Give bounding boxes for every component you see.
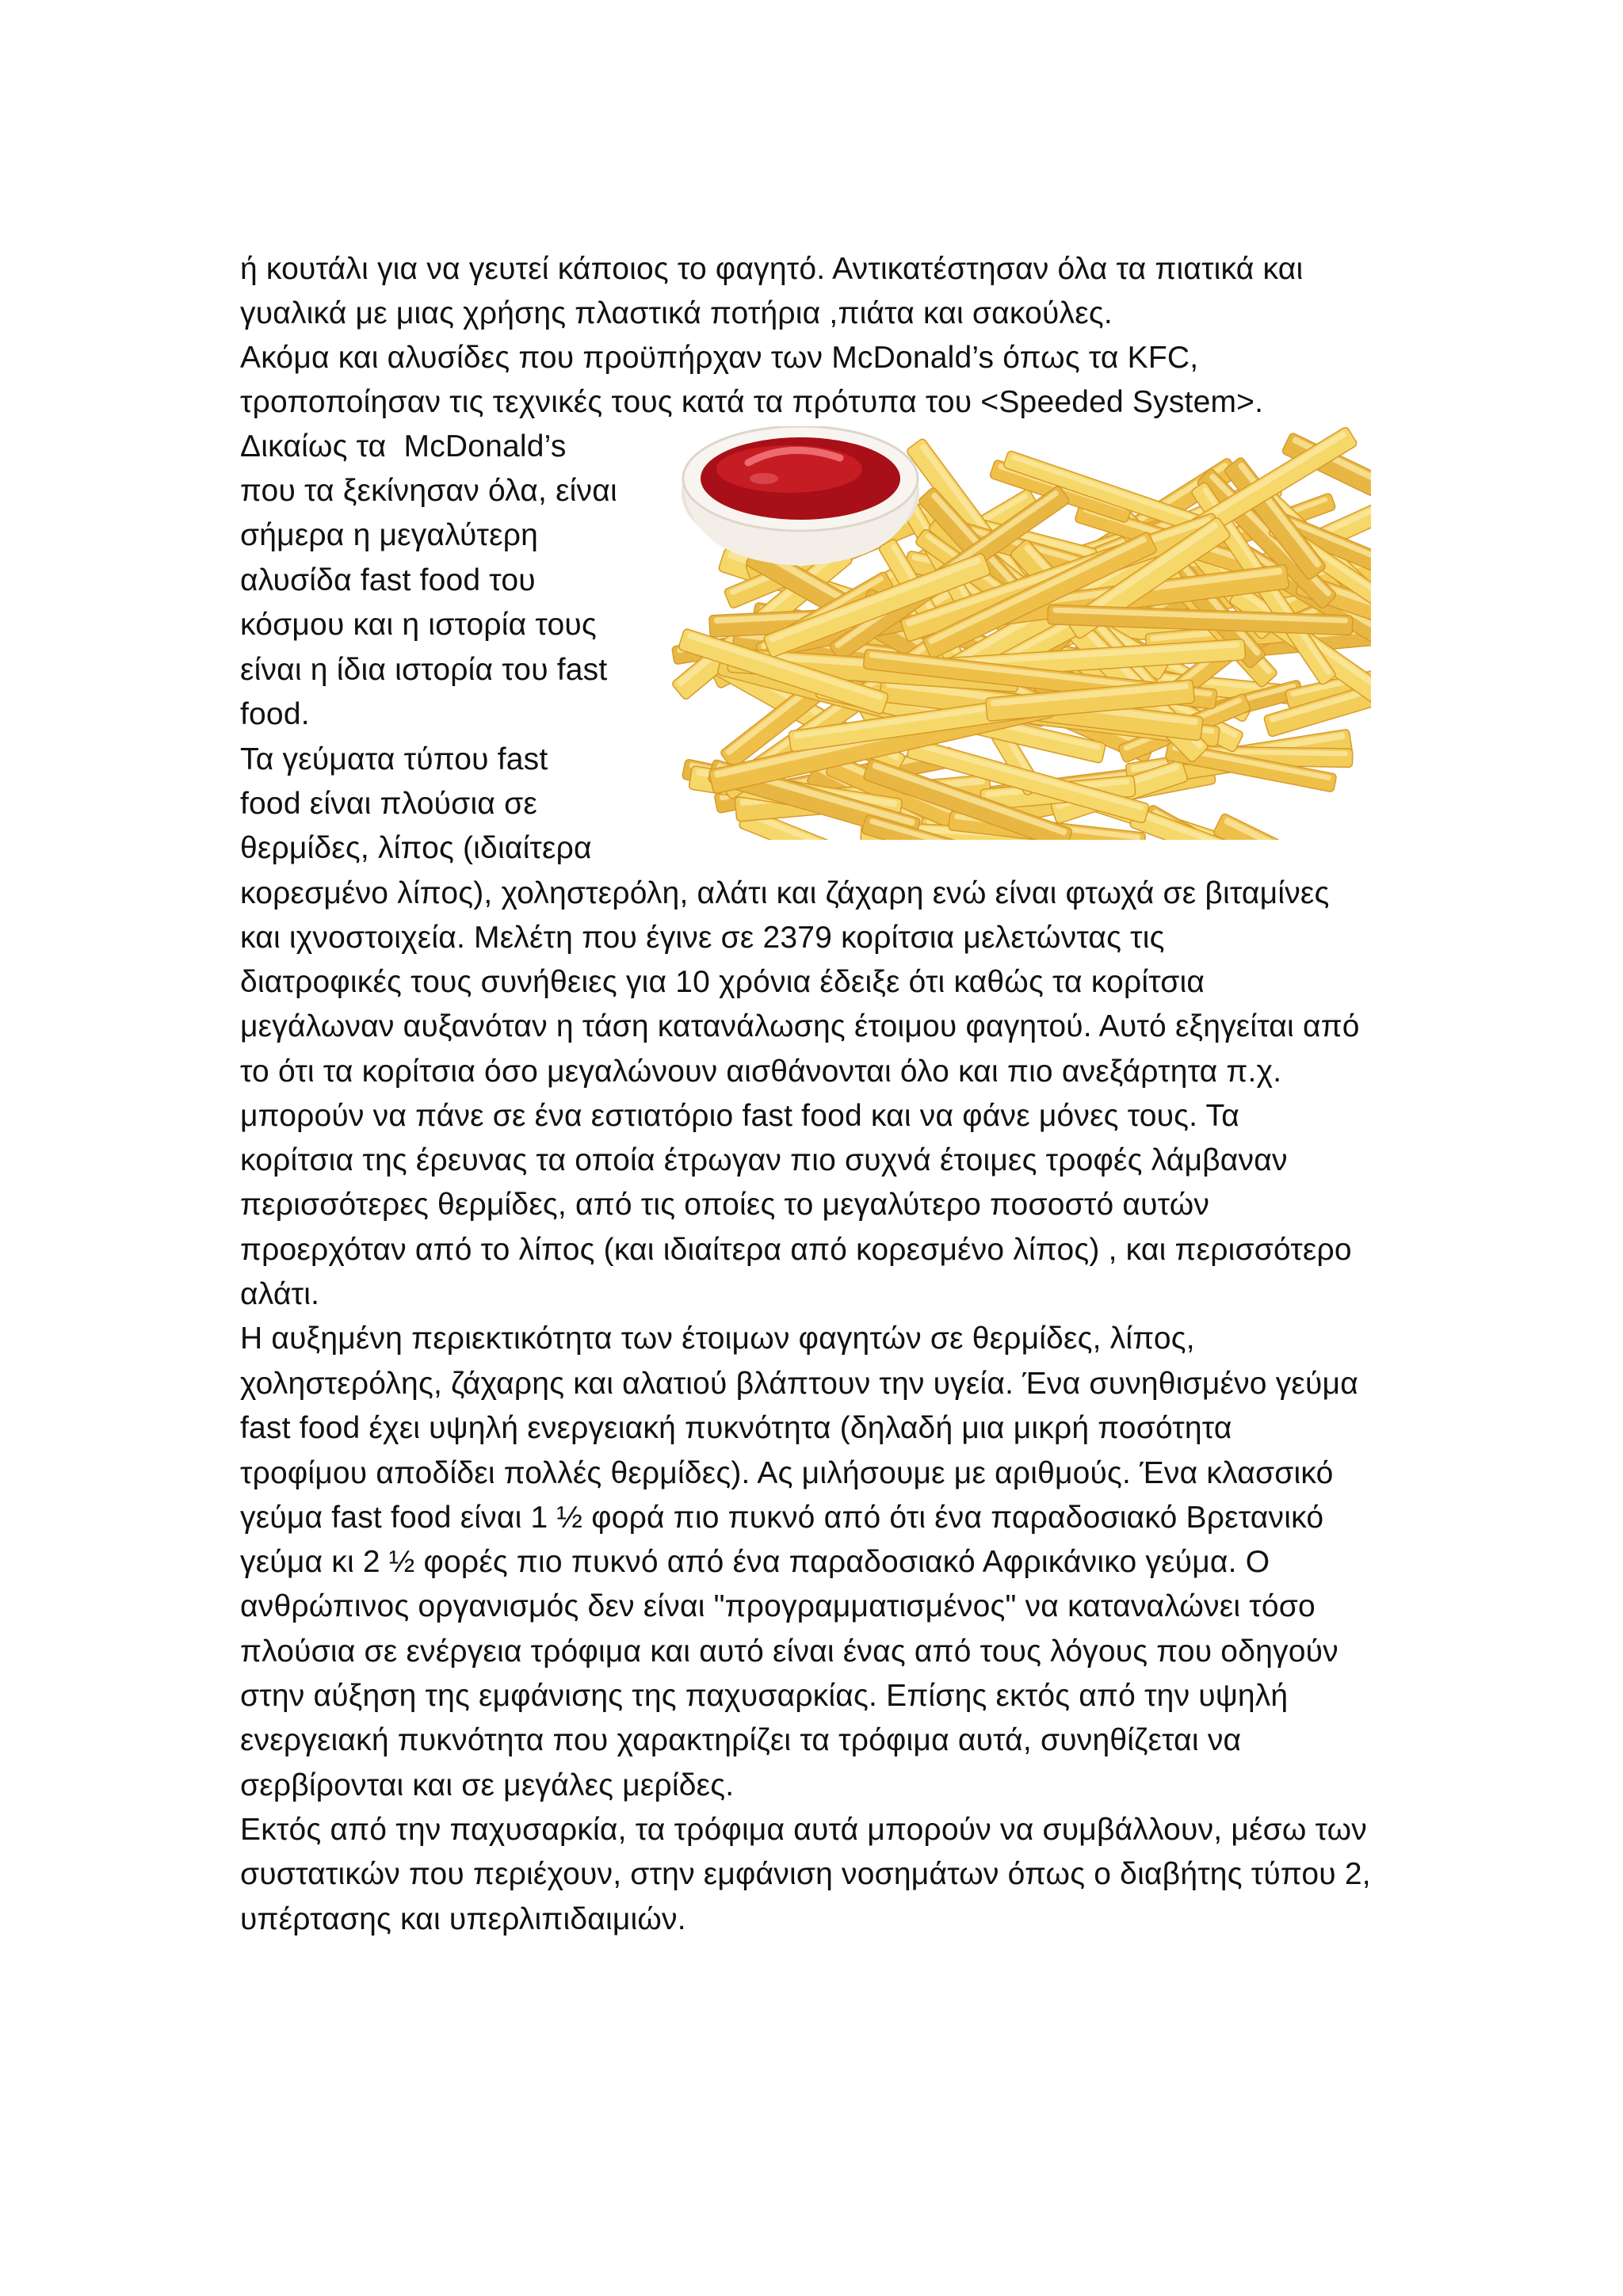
text-line: Εκτός από την παχυσαρκία, τα τρόφιμα αυτά μπορούν να συμβάλλουν, μέσω των bbox=[240, 1813, 1367, 1847]
text-line: ανθρώπινος οργανισμός δεν είναι "προγραμματισμένος" να καταναλώνει τόσο bbox=[240, 1589, 1316, 1623]
text-line: food είναι πλούσια σε bbox=[240, 787, 537, 821]
text-line: σήμερα η μεγαλύτερη bbox=[240, 518, 538, 552]
text-line: τροποποίησαν τις τεχνικές τους κατά τα πρότυπα του <Speeded System>. bbox=[240, 385, 1264, 419]
text-line: το ότι τα κορίτσια όσο μεγαλώνουν αισθάνονται όλο και πιο ανεξάρτητα π.χ. bbox=[240, 1055, 1282, 1089]
text-line: χοληστερόλης, ζάχαρης και αλατιού βλάπτουν την υγεία. Ένα συνηθισμένο γεύμα bbox=[240, 1367, 1358, 1401]
text-line: κόσμου και η ιστορία τους bbox=[240, 608, 597, 642]
text-line: γεύμα fast food είναι 1 ½ φορά πιο πυκνό από ότι ένα παραδοσιακό Βρετανικό bbox=[240, 1501, 1324, 1535]
text-line: Η αυξημένη περιεκτικότητα των έτοιμων φαγητών σε θερμίδες, λίπος, bbox=[240, 1322, 1195, 1356]
text-line: γεύμα κι 2 ½ φορές πιο πυκνό από ένα παραδοσιακό Αφρικάνικο γεύμα. Ο bbox=[240, 1545, 1270, 1579]
text-line: περισσότερες θερμίδες, από τις οποίες το μεγαλύτερο ποσοστό αυτών bbox=[240, 1188, 1210, 1222]
fries-ketchup-icon bbox=[670, 426, 1371, 840]
text-line: συστατικών που περιέχουν, στην εμφάνιση νοσημάτων όπως ο διαβήτης τύπου 2, bbox=[240, 1857, 1371, 1891]
text-line: που τα ξεκίνησαν όλα, είναι bbox=[240, 474, 617, 508]
text-line: fast food έχει υψηλή ενεργειακή πυκνότητα (δηλαδή μια μικρή ποσότητα bbox=[240, 1411, 1232, 1445]
text-line: τροφίμου αποδίδει πολλές θερμίδες). Ας μιλήσουμε με αριθμούς. Ένα κλασσικό bbox=[240, 1456, 1334, 1490]
text-line: και ιχνοστοιχεία. Μελέτη που έγινε σε 2379 κορίτσια μελετώντας τις bbox=[240, 921, 1165, 955]
text-line: αλάτι. bbox=[240, 1277, 320, 1311]
text-line: μπορούν να πάνε σε ένα εστιατόριο fast food και να φάνε μόνες τους. Τα bbox=[240, 1099, 1240, 1133]
text-line: σερβίρονται και σε μεγάλες μερίδες. bbox=[240, 1768, 735, 1802]
fries-ketchup-image bbox=[670, 426, 1371, 840]
text-line: κορίτσια της έρευνας τα οποία έτρωγαν πιο συχνά έτοιμες τροφές λάμβαναν bbox=[240, 1143, 1288, 1177]
text-line: στην αύξηση της εμφάνισης της παχυσαρκίας. Επίσης εκτός από την υψηλή bbox=[240, 1679, 1289, 1713]
text-line: ή κουτάλι για να γευτεί κάποιος το φαγητό. Αντικατέστησαν όλα τα πιατικά και bbox=[240, 252, 1304, 286]
text-line: Τα γεύματα τύπου fast bbox=[240, 742, 548, 776]
text-line: είναι η ίδια ιστορία του fast bbox=[240, 653, 608, 687]
text-line: αλυσίδα fast food του bbox=[240, 563, 536, 597]
text-line: διατροφικές τους συνήθειες για 10 χρόνια έδειξε ότι καθώς τα κορίτσια bbox=[240, 965, 1205, 999]
text-line: κορεσμένο λίπος), χοληστερόλη, αλάτι και ζάχαρη ενώ είναι φτωχά σε βιταμίνες bbox=[240, 876, 1330, 910]
text-line: πλούσια σε ενέργεια τρόφιμα και αυτό είναι ένας από τους λόγους που οδηγούν bbox=[240, 1634, 1338, 1669]
text-line: μεγάλωναν αυξανόταν η τάση κατανάλωσης έτοιμου φαγητού. Αυτό εξηγείται από bbox=[240, 1009, 1360, 1043]
text-line: προερχόταν από το λίπος (και ιδιαίτερα από κορεσμένο λίπος) , και περισσότερο bbox=[240, 1233, 1352, 1267]
text-line: food. bbox=[240, 697, 310, 731]
text-line: θερμίδες, λίπος (ιδιαίτερα bbox=[240, 831, 592, 865]
text-line: υπέρτασης και υπερλιπιδαιμιών. bbox=[240, 1902, 686, 1936]
text-line: Ακόμα και αλυσίδες που προϋπήρχαν των McDonald’s όπως τα KFC, bbox=[240, 341, 1199, 375]
text-line: ενεργειακή πυκνότητα που χαρακτηρίζει τα τρόφιμα αυτά, συνηθίζεται να bbox=[240, 1723, 1242, 1757]
text-line: γυαλικά με μιας χρήσης πλαστικά ποτήρια ,πιάτα και σακούλες. bbox=[240, 296, 1113, 330]
text-line: Δικαίως τα McDonald’s bbox=[240, 429, 567, 463]
